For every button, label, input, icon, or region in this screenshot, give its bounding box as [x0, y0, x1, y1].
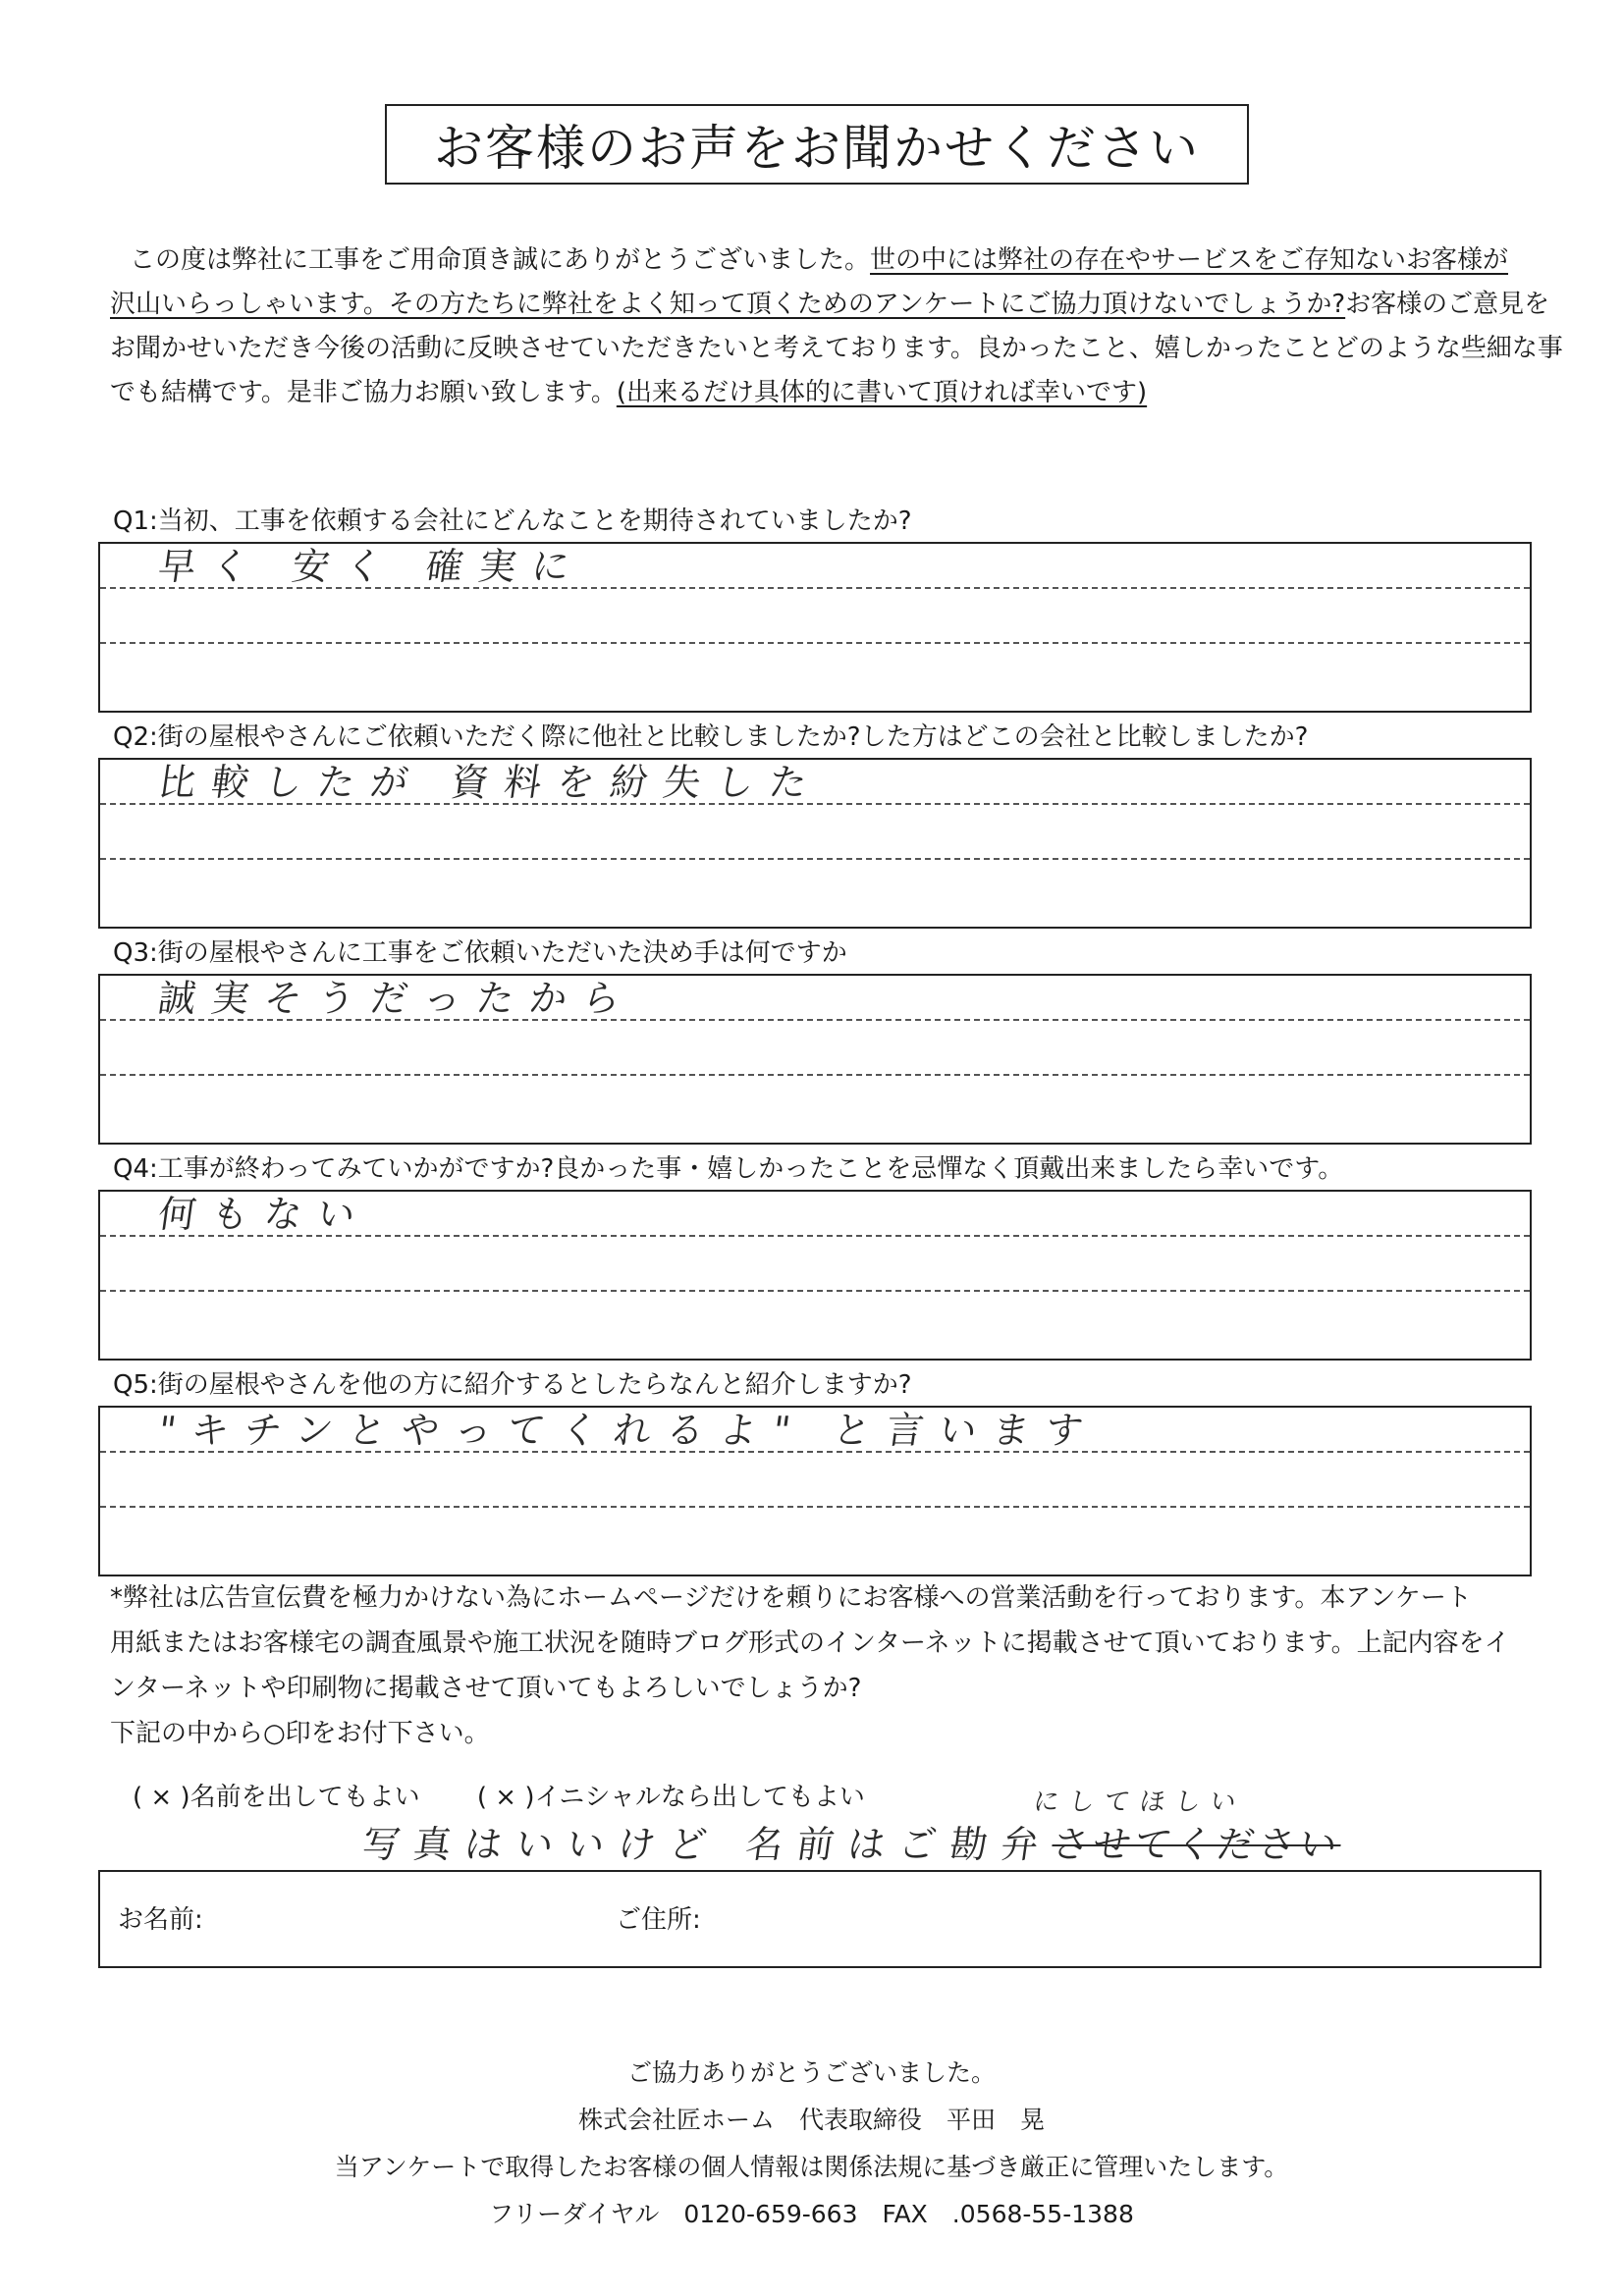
intro-line2-b: お客様のご意見を [1345, 290, 1550, 319]
question-4-label: Q4:工事が終わってみていかがですか?良かった事・嬉しかったことを忌憚なく頂戴出来ましたら幸いです。 [113, 1154, 1344, 1184]
address-label: ご住所: [616, 1905, 701, 1935]
question-1-label: Q1:当初、工事を依頼する会社にどんなことを期待されていましたか? [113, 507, 912, 536]
consent-option-initials[interactable]: ( × )イニシャルなら出してもよい [476, 1783, 865, 1812]
answer-rule [100, 642, 1530, 644]
intro-paragraph [110, 239, 1563, 415]
answer-1-handwriting: 早く 安く 確実に [155, 545, 588, 588]
answer-rule [100, 1074, 1530, 1076]
answer-5-handwriting: "キチンとやってくれるよ" と言います [155, 1409, 1102, 1452]
intro-line4-a: でも結構です。是非ご協力お願い致します。 [110, 378, 617, 407]
handwritten-struck-text: させてください [1049, 1823, 1344, 1866]
footer-privacy: 当アンケートで取得したお客様の個人情報は関係法規に基づき厳正に管理いたします。 [334, 2153, 1289, 2181]
notice-line4: 下記の中から○印をお付下さい。 [110, 1719, 490, 1748]
page-title-text: お客様のお声をお聞かせください [434, 120, 1200, 177]
answer-box-2[interactable] [98, 758, 1532, 929]
publication-notice [110, 1575, 1553, 1756]
footer-thanks: ご協力ありがとうございました。 [626, 2058, 996, 2087]
footer-company: 株式会社匠ホーム 代表取締役 平田 晃 [577, 2106, 1045, 2134]
answer-rule [100, 1506, 1530, 1508]
answer-rule [100, 1290, 1530, 1292]
notice-line1: *弊社は広告宣伝費を極力かけない為にホームページだけを頼りにお客様への営業活動を行っております。本アンケート [110, 1583, 1472, 1613]
answer-box-1[interactable] [98, 542, 1532, 713]
question-2-label: Q2:街の屋根やさんにご依頼いただく際に他社と比較しましたか?した方はどこの会社と比較しましたか? [113, 722, 1309, 752]
notice-line2: 用紙またはお客様宅の調査風景や施工状況を随時ブログ形式のインターネットに掲載させて頂いております。上記内容をイ [110, 1629, 1510, 1658]
contact-info-box[interactable] [98, 1870, 1542, 1968]
answer-rule [100, 858, 1530, 860]
answer-2-handwriting: 比較したが 資料を紛失した [155, 761, 826, 804]
intro-line2-underlined: 沢山いらっしゃいます。その方たちに弊社をよく知って頂くためのアンケートにご協力頂けないでしょうか? [110, 290, 1346, 319]
handwritten-consent-note [359, 1814, 1345, 1868]
handwritten-note-text: 写真はいいけど 名前はご勘弁 [359, 1823, 1055, 1866]
answer-box-3[interactable] [98, 974, 1532, 1145]
question-3-label: Q3:街の屋根やさんに工事をご依頼いただいた決め手は何ですか [113, 938, 847, 968]
question-5-label: Q5:街の屋根やさんを他の方に紹介するとしたらなんと紹介しますか? [113, 1370, 912, 1400]
answer-box-5[interactable] [98, 1406, 1532, 1576]
intro-line4-underlined: (出来るだけ具体的に書いて頂ければ幸いです) [616, 378, 1148, 407]
answer-4-handwriting: 何もない [155, 1193, 374, 1236]
intro-line3: お聞かせいただき今後の活動に反映させていただきたいと考えております。良かったこと、嬉しかったことどのような些細な事 [110, 334, 1563, 363]
consent-option-name[interactable]: ( × )名前を出してもよい [133, 1783, 420, 1812]
answer-3-handwriting: 誠実そうだったから [155, 977, 639, 1020]
notice-line3: ンターネットや印刷物に掲載させて頂いてもよろしいでしょうか? [110, 1674, 862, 1703]
answer-box-4[interactable] [98, 1190, 1532, 1361]
intro-line1-a: この度は弊社に工事をご用命頂き誠にありがとうございました。 [130, 245, 871, 275]
footer-contact: フリーダイヤル 0120-659-663 FAX .0568-55-1388 [489, 2200, 1134, 2228]
name-label: お名前: [118, 1905, 203, 1935]
intro-line1-underlined: 世の中には弊社の存在やサービスをご存知ないお客様が [870, 245, 1509, 275]
handwritten-insert: にしてほしい [1031, 1788, 1248, 1817]
page-title [385, 104, 1249, 185]
